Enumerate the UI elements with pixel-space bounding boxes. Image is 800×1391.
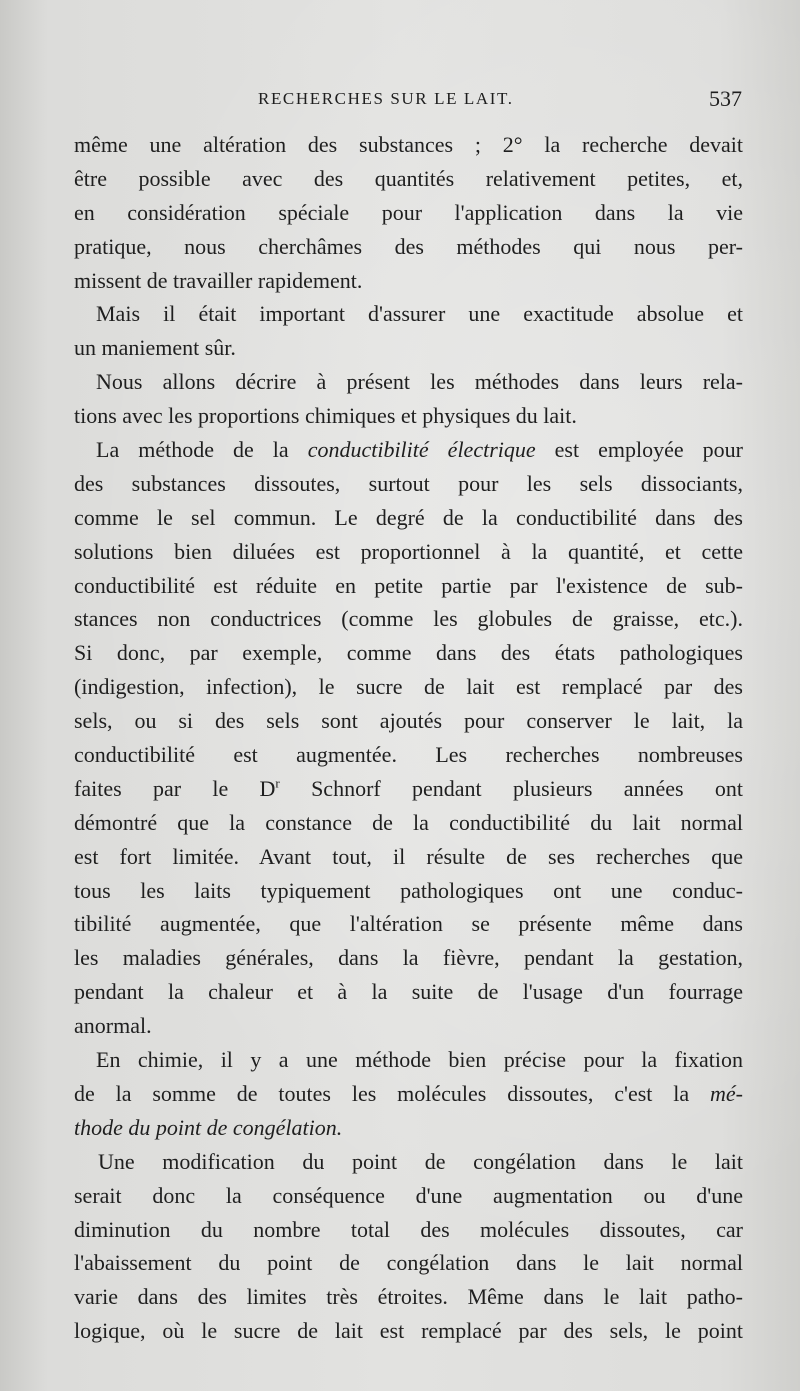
text-line: conductibilité est augmentée. Les recherches nombreuses <box>74 742 743 768</box>
text-line: Si donc, par exemple, comme dans des états pathologiques <box>74 640 743 666</box>
text-line: un maniement sûr. <box>74 335 236 361</box>
text-line: La méthode de la conductibilité électrique est employée pour <box>96 437 743 463</box>
text-line: logique, où le sucre de lait est remplacé par des sels, le point <box>74 1318 743 1344</box>
text-line: tions avec les proportions chimiques et physiques du lait. <box>74 403 577 429</box>
text-line: l'abaissement du point de congélation dans le lait normal <box>74 1250 743 1276</box>
text-line: missent de travailler rapidement. <box>74 267 363 293</box>
text-line: comme le sel commun. Le degré de la conductibilité dans des <box>74 504 743 530</box>
text-line: en considération spéciale pour l'application dans la vie <box>74 199 743 225</box>
text-line: démontré que la constance de la conductibilité du lait normal <box>74 809 743 835</box>
text-line: thode du point de congélation. <box>74 1114 343 1140</box>
text-line: même une altération des substances ; 2° la recherche devait <box>74 132 743 157</box>
text-line: tous les laits typiquement pathologiques ont une conduc- <box>74 877 743 903</box>
text-line: Une modification du point de congélation dans le lait <box>98 1148 743 1174</box>
text-line: Mais il était important d'assurer une exactitude absolue et <box>96 301 743 327</box>
text-line: les maladies générales, dans la fièvre, pendant la gestation, <box>74 945 743 971</box>
text-line: sels, ou si des sels sont ajoutés pour conserver le lait, la <box>74 708 743 734</box>
text-line: pendant la chaleur et à la suite de l'usage d'un fourrage <box>74 979 743 1005</box>
text-line: conductibilité est réduite en petite partie par l'existence de sub- <box>74 572 743 598</box>
page-number: 537 <box>709 86 742 111</box>
text-line: anormal. <box>74 1013 152 1039</box>
text-line: diminution du nombre total des molécules dissoutes, car <box>74 1216 743 1242</box>
running-title: RECHERCHES SUR LE LAIT. <box>258 89 514 108</box>
text-line: pratique, nous cherchâmes des méthodes qui nous per- <box>74 233 743 259</box>
text-line: faites par le $D^r$ Schnorf pendant plusieurs années ont <box>74 775 743 801</box>
text-line: des substances dissoutes, surtout pour les sels dissociants, <box>74 470 743 496</box>
text-line: En chimie, il y a une méthode bien précise pour la fixation <box>96 1047 743 1073</box>
text-line: varie dans des limites très étroites. Même dans le lait patho- <box>74 1284 743 1310</box>
text-line: serait donc la conséquence d'une augmentation ou d'une <box>74 1182 743 1208</box>
text-line: être possible avec des quantités relativement petites, et, <box>74 165 743 191</box>
text-line: est fort limitée. Avant tout, il résulte de ses recherches que <box>74 843 743 869</box>
page-header <box>72 86 742 116</box>
text-line: tibilité augmentée, que l'altération se présente même dans <box>74 911 743 937</box>
text-line: stances non conductrices (comme les globules de graisse, etc.). <box>74 606 743 632</box>
text-line: (indigestion, infection), le sucre de lait est remplacé par des <box>74 674 743 700</box>
text-line: de la somme de toutes les molécules dissoutes, c'est la mé- <box>74 1080 743 1106</box>
text-line: solutions bien diluées est proportionnel à la quantité, et cette <box>74 538 743 564</box>
body-text <box>74 128 743 1348</box>
text-line: Nous allons décrire à présent les méthodes dans leurs rela- <box>96 369 743 395</box>
